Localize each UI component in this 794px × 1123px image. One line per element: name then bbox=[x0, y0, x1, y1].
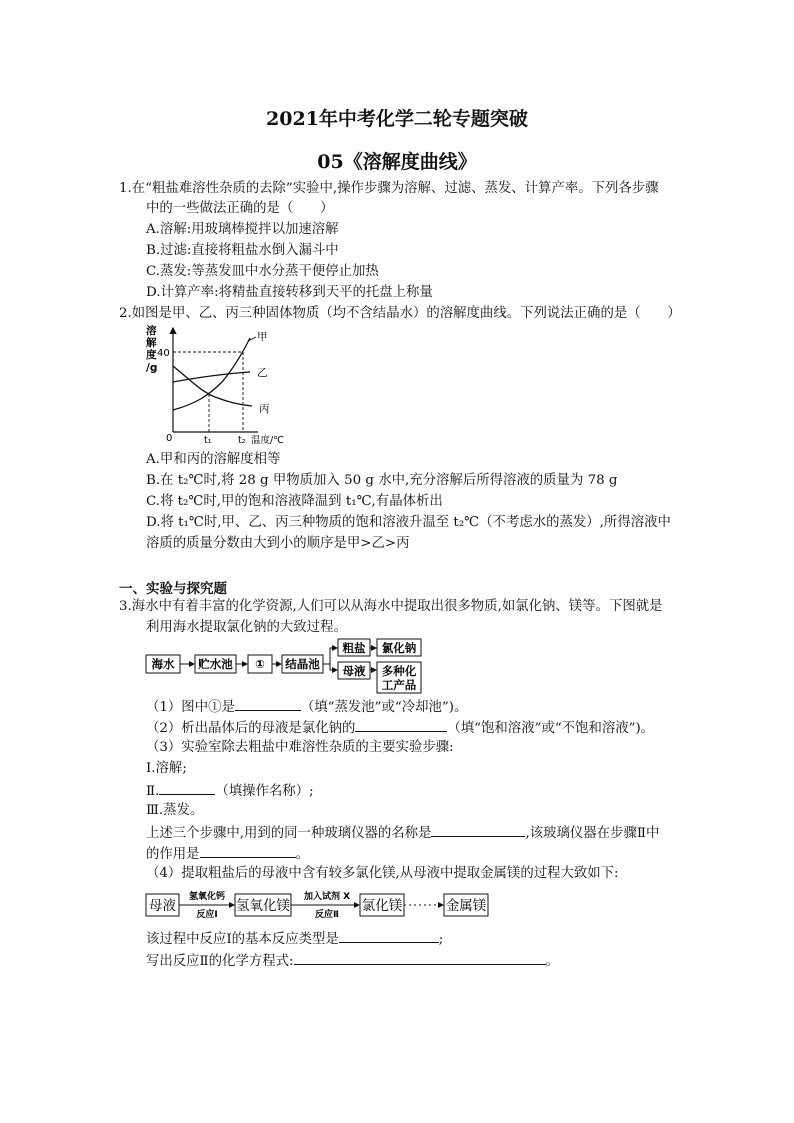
q3-part5-suffix: ; bbox=[438, 932, 444, 947]
node-haishui-label: 海水 bbox=[151, 657, 175, 671]
node-jiejingchi-label: 结晶池 bbox=[285, 657, 320, 671]
q3-part2-suffix: （填“饱和溶液”或“不饱和溶液”)。 bbox=[447, 721, 655, 736]
q3-part3: （3）实验室除去粗盐中难溶性杂质的主要实验步骤: bbox=[146, 740, 454, 755]
q3-part6-prefix: 写出反应Ⅱ的化学方程式: bbox=[146, 954, 294, 969]
node-chanpin-label-1: 多种化 bbox=[381, 664, 417, 678]
q2-option-b: B.在 t₂℃时,将 28 g 甲物质加入 50 g 水中,充分溶解后所得溶液的质量为 78 g bbox=[146, 473, 618, 488]
answer-blank-1[interactable] bbox=[235, 697, 301, 711]
q2-option-d-line2: 溶质的质量分数由大到小的顺序是甲>乙>丙 bbox=[146, 536, 410, 551]
q3-part2-prefix: （2）析出晶体后的母液是氯化钠的 bbox=[146, 721, 356, 736]
arrow-1-bottom: 反应Ⅰ bbox=[196, 910, 218, 920]
q3-part2 bbox=[146, 718, 654, 738]
q2-stem: 2.如图是甲、乙、丙三种固体物质（均不含结晶水）的溶解度曲线。下列说法正确的是（ ） bbox=[119, 306, 681, 321]
answer-blank-4[interactable] bbox=[431, 823, 525, 837]
q3-part3-role bbox=[146, 844, 309, 864]
answer-blank-6[interactable] bbox=[339, 929, 439, 943]
q1-option-a: A.溶解:用玻璃棒搅拌以加速溶解 bbox=[146, 222, 339, 237]
answer-blank-3[interactable] bbox=[159, 781, 215, 795]
curve-bing bbox=[173, 366, 252, 406]
node-cuyan-label: 粗盐 bbox=[342, 641, 366, 655]
arrow-branch-down bbox=[330, 664, 337, 670]
q2-option-c: C.将 t₂℃时,甲的饱和溶液降温到 t₁℃,有晶体析出 bbox=[146, 494, 443, 509]
page-subtitle: 05《溶解度曲线》 bbox=[317, 151, 477, 173]
y-label-char-2: 解 bbox=[146, 337, 157, 349]
y-tick-40: 40 bbox=[157, 348, 170, 359]
q2-option-a: A.甲和丙的溶解度相等 bbox=[146, 452, 281, 467]
node-muye2-label: 母液 bbox=[149, 898, 176, 914]
q3-part6 bbox=[146, 951, 559, 971]
node-jinshumei-label: 金属镁 bbox=[445, 898, 487, 914]
arrow-2-bottom: 反应Ⅱ bbox=[315, 910, 339, 920]
q1-stem-line1: 1.在“粗盐难溶性杂质的去除”实验中,操作步骤为溶解、过滤、蒸发、计算产率。下列各步骤 bbox=[119, 181, 659, 196]
arrow-1-top: 氢氧化钙 bbox=[188, 892, 226, 902]
y-label-char-4: /g bbox=[146, 362, 158, 374]
x-tick-t2: t₂ bbox=[238, 435, 246, 446]
q3-part1 bbox=[146, 697, 467, 717]
seawater-flow-diagram bbox=[140, 637, 440, 695]
section-heading: 一、实验与探究题 bbox=[119, 581, 227, 597]
q3-part5 bbox=[146, 929, 443, 949]
solubility-chart bbox=[140, 322, 300, 447]
q3-part3-role-suffix: 。 bbox=[295, 847, 309, 862]
q3-stem-line2: 利用海水提取氯化钠的大致过程。 bbox=[146, 620, 347, 635]
q3-part3-role-prefix: 的作用是 bbox=[146, 847, 200, 862]
q1-stem-line2: 中的一些做法正确的是（ ） bbox=[146, 201, 334, 216]
answer-blank-5[interactable] bbox=[200, 844, 296, 858]
page-title: 2021年中考化学二轮专题突破 bbox=[266, 108, 528, 130]
node-step-1-label: ① bbox=[255, 657, 265, 671]
origin-label: 0 bbox=[166, 433, 173, 444]
q3-part5-prefix: 该过程中反应Ⅰ的基本反应类型是 bbox=[146, 932, 339, 947]
q3-part1-suffix: （填“蒸发池”或“冷却池”)。 bbox=[300, 700, 468, 715]
q3-part4: （4）提取粗盐后的母液中含有较多氯化镁,从母液中提取金属镁的过程大致如下: bbox=[146, 866, 619, 881]
q3-part3-question bbox=[146, 823, 659, 843]
y-label-char-3: 度 bbox=[146, 349, 157, 361]
q3-step-2 bbox=[146, 781, 314, 801]
node-chanpin-label-2: 工产品 bbox=[381, 678, 417, 692]
arrow-2-top: 加入试剂 X bbox=[303, 892, 351, 902]
x-tick-t1: t₁ bbox=[204, 435, 212, 446]
node-muye-label: 母液 bbox=[342, 664, 366, 678]
q3-part6-suffix: 。 bbox=[545, 954, 559, 969]
node-lvhuana-label: 氯化钠 bbox=[381, 641, 417, 655]
q1-option-b: B.过滤:直接将粗盐水倒入漏斗中 bbox=[146, 243, 339, 258]
label-yi: 乙 bbox=[257, 367, 268, 379]
q3-step-2-prefix: Ⅱ. bbox=[146, 784, 160, 799]
label-jia: 甲 bbox=[257, 331, 268, 343]
magnesium-flow-diagram bbox=[145, 886, 495, 926]
x-axis-label: 温度/℃ bbox=[251, 435, 284, 446]
node-zhushuichi-label: 贮水池 bbox=[198, 657, 233, 671]
q2-option-d-line1: D.将 t₁℃时,甲、乙、丙三种物质的饱和溶液升温至 t₂℃（不考虑水的蒸发）,所得溶液中 bbox=[146, 515, 671, 530]
q3-step-3: Ⅲ.蒸发。 bbox=[146, 803, 204, 818]
y-label-char-1: 溶 bbox=[146, 325, 157, 337]
q3-part3-question-prefix: 上述三个步骤中,用到的同一种玻璃仪器的名称是 bbox=[146, 826, 432, 841]
answer-blank-2[interactable] bbox=[355, 718, 447, 732]
q1-option-d: D.计算产率:将精盐直接转移到天平的托盘上称量 bbox=[146, 285, 433, 300]
curve-jia bbox=[173, 338, 250, 410]
arrow-branch-up bbox=[323, 648, 337, 664]
node-lvhuamei-label: 氯化镁 bbox=[361, 898, 403, 914]
q3-step-2-suffix: （填操作名称）; bbox=[215, 784, 314, 799]
label-bing: 丙 bbox=[259, 403, 270, 415]
q1-option-c: C.蒸发:等蒸发皿中水分蒸干便停止加热 bbox=[146, 264, 379, 279]
q3-step-1: Ⅰ.溶解; bbox=[146, 761, 187, 776]
q3-stem-line1: 3.海水中有着丰富的化学资源,人们可以从海水中提取出很多物质,如氯化钠、镁等。下图就是 bbox=[119, 599, 663, 614]
q3-part1-prefix: （1）图中①是 bbox=[146, 700, 235, 715]
answer-blank-7[interactable] bbox=[294, 951, 546, 965]
node-qingyanghuamei-label: 氢氧化镁 bbox=[236, 898, 290, 914]
curve-yi bbox=[173, 372, 250, 382]
q3-part3-question-suffix: ,该玻璃仪器在步骤Ⅱ中 bbox=[525, 826, 660, 841]
